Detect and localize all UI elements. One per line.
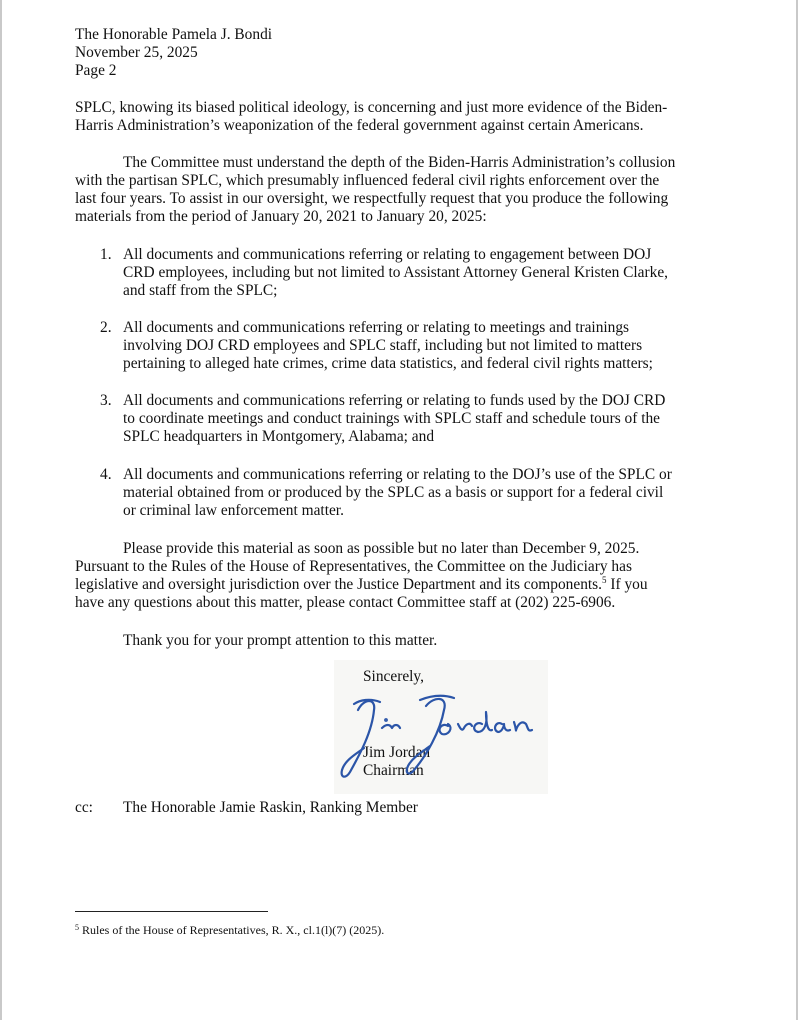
header-page: Page 2 [75,62,117,79]
paragraph-text: If you [610,576,648,593]
footnote [75,921,384,939]
paragraph-line: have any questions about this matter, please contact Committee staff at (202) 225-6906. [75,594,616,611]
paragraph-text: legislative and oversight jurisdiction over the Justice Department and its components. [75,576,603,593]
list-item-line: CRD employees, including but not limited to Assistant Attorney General Kristen Clarke, [123,264,669,281]
list-item-number: 3. [100,392,112,409]
paragraph-line: The Committee must understand the depth of the Biden-Harris Administration’s collusion [123,154,676,171]
cc-label: cc: [75,799,93,816]
list-item-number: 2. [100,319,112,336]
header-date: November 25, 2025 [75,44,198,61]
list-item-line: and staff from the SPLC; [123,282,278,299]
signature-image [330,684,540,784]
list-item-line: All documents and communications referring or relating to the DOJ’s use of the SPLC or [123,466,672,483]
cc-text: The Honorable Jamie Raskin, Ranking Member [123,799,418,816]
header-recipient: The Honorable Pamela J. Bondi [75,26,273,43]
list-item-line: All documents and communications referring or relating to funds used by the DOJ CRD [123,392,666,409]
footnote-reference[interactable]: 5 [602,575,607,585]
paragraph-line: last four years. To assist in our oversight, we respectfully request that you produce the following [75,190,669,207]
list-item-line: All documents and communications referring or relating to meetings and trainings [123,319,630,336]
paragraph-line: Please provide this material as soon as possible but no later than December 9, 2025. [123,540,640,557]
list-item-line: SPLC headquarters in Montgomery, Alabama; and [123,428,435,445]
list-item-line: material obtained from or produced by the SPLC as a basis or support for a federal civil [123,484,664,501]
signer-title: Chairman [363,762,424,779]
paragraph-line [75,576,648,594]
paragraph-line: SPLC, knowing its biased political ideology, is concerning and just more evidence of the Biden- [75,99,668,116]
list-item-line: pertaining to alleged hate crimes, crime data statistics, and federal civil rights matters; [123,355,653,372]
paragraph-line: with the partisan SPLC, which presumably influenced federal civil rights enforcement over the [75,172,660,189]
list-item-line: involving DOJ CRD employees and SPLC staff, including but not limited to matters [123,337,643,354]
footnote-divider [75,911,268,912]
paragraph-line: Harris Administration’s weaponization of the federal government against certain Americans. [75,117,644,134]
page-frame-left [0,0,2,1020]
list-item-number: 1. [100,246,112,263]
paragraph-line: Pursuant to the Rules of the House of Representatives, the Committee on the Judiciary has [75,558,632,575]
list-item-line: All documents and communications referring or relating to engagement between DOJ [123,246,652,263]
signer-name: Jim Jordan [363,744,431,761]
list-item-line: to coordinate meetings and conduct trainings with SPLC staff and schedule tours of the [123,410,660,427]
list-item-number: 4. [100,466,112,483]
footnote-marker: 5 [75,923,79,932]
footnote-text: Rules of the House of Representatives, R. X., cl.1(l)(7) (2025). [82,923,385,937]
thanks-line: Thank you for your prompt attention to this matter. [123,632,438,649]
list-item-line: or criminal law enforcement matter. [123,502,344,519]
sincerely-text: Sincerely, [363,668,424,685]
paragraph-line: materials from the period of January 20, 2021 to January 20, 2025: [75,208,487,225]
